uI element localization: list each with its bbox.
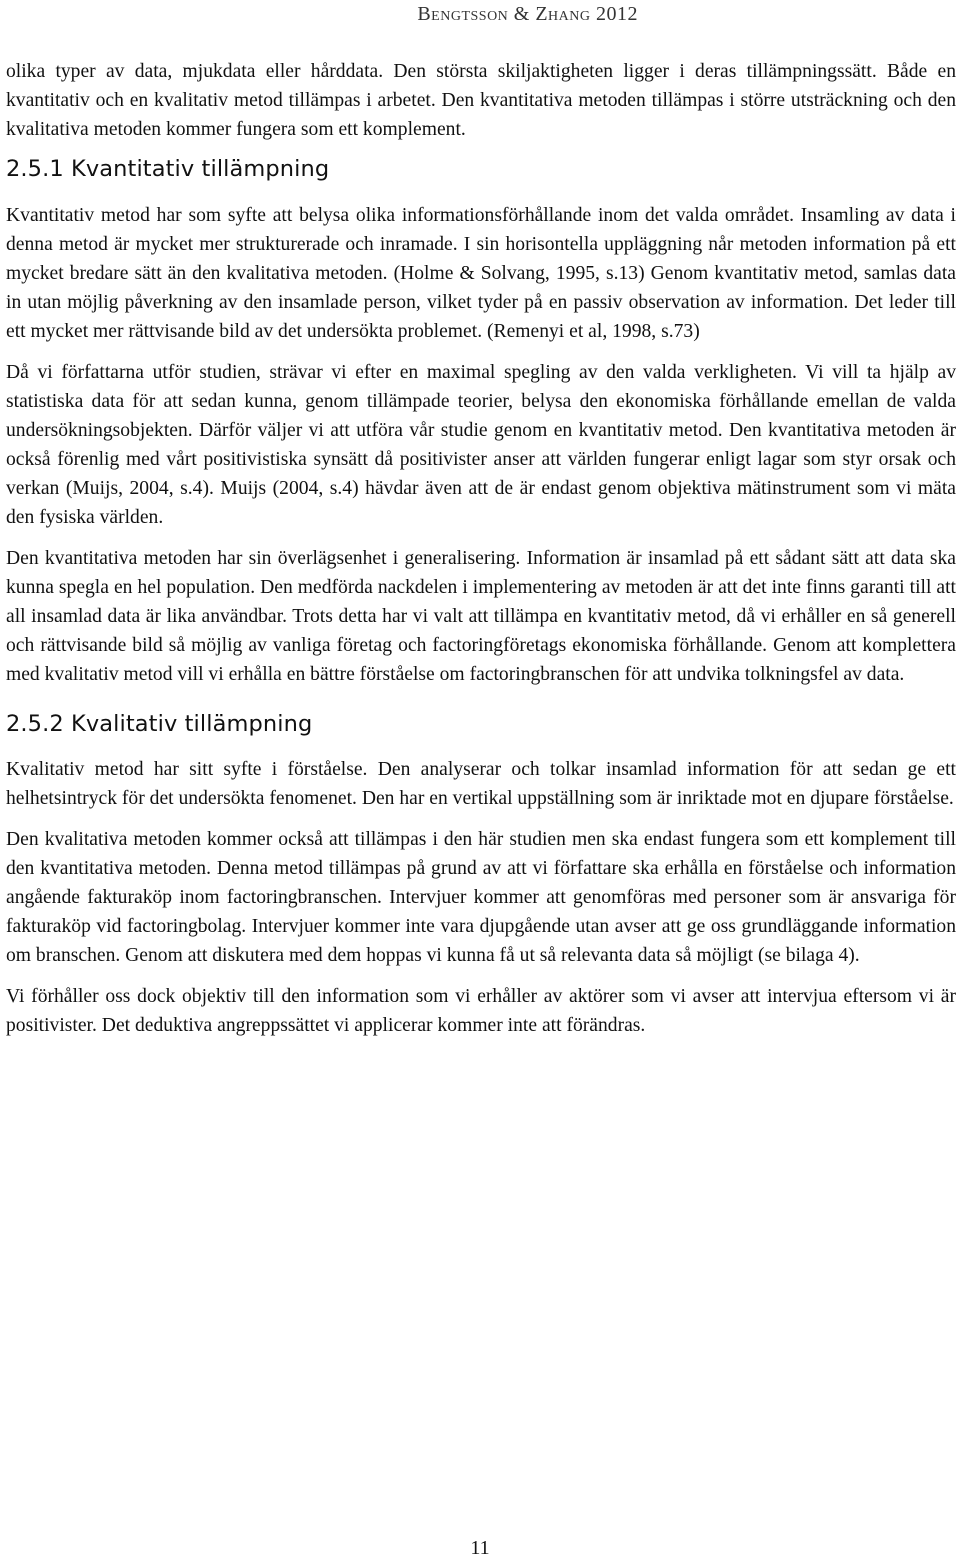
- running-header: Bengtsson & Zhang 2012: [417, 3, 638, 25]
- section-heading-2-5-2: 2.5.2 Kvalitativ tillämpning: [6, 711, 313, 737]
- paragraph-kvantitativ-2: Då vi författarna utför studien, strävar vi efter en maximal spegling av den valda verkligheten. Vi vill ta hjälp av statistiska data för att sedan kunna, genom tillämpade teorier, belysa den ekonomiska förhållande emellan de valda undersökningsobjekten. Därför väljer vi att utföra vår studie genom en kvantitativ metod. Den kvantitativa metoden är också förenlig med vårt positivistiska synsätt då positivister anser att världen fungerar enligt lagar som styr orsak och verkan (Muijs, 2004, s.4). Muijs (2004, s.4) hävdar även att de är endast genom objektiva mätinstrument som vi mäta den fysiska världen.: [6, 362, 956, 528]
- paragraph-kvantitativ-3: Den kvantitativa metoden har sin överlägsenhet i generalisering. Information är insamlad på ett sådant sätt att data ska kunna spegla en hel population. Den medförda nackdelen i implementering av metoden är att det inte finns garanti till att all insamlad data är lika användbar. Trots detta har vi valt att tillämpa en kvantitativ metod, då vi erhåller en så generell och rättvisande bild så möjlig av vanliga företag och factoringföretags ekonomiska förhållande. Genom att komplettera med kvalitativ metod vill vi erhålla en bättre förståelse om factoringbranschen för att undvika tolkningsfel av data.: [6, 548, 956, 685]
- page-number: 11: [470, 1537, 490, 1559]
- paragraph-kvalitativ-1: Kvalitativ metod har sitt syfte i förståelse. Den analyserar och tolkar insamlad information för att sedan ge ett helhetsintryck för det undersökta fenomenet. Den har en vertikal uppställning som är inriktade mot en djupare förståelse.: [6, 759, 956, 809]
- intro-paragraph: olika typer av data, mjukdata eller hårddata. Den största skiljaktigheten ligger i deras tillämpningssätt. Både en kvantitativ och en kvalitativ metod tillämpas i arbetet. Den kvantitativa metoden tillämpas i större utsträckning och den kvalitativa metoden kommer fungera som ett komplement.: [6, 61, 956, 140]
- paragraph-kvantitativ-1: Kvantitativ metod har som syfte att belysa olika informationsförhållande inom det valda området. Insamling av data i denna metod är mycket mer strukturerade och inramade. I sin horisontella uppläggning når metoden information på ett mycket bredare sätt än den kvalitativa metoden. (Holme & Solvang, 1995, s.13) Genom kvantitativ metod, samlas data in utan möjlig påverkning av den insamlade person, vilket tyder på en passiv observation av information. Det leder till ett mycket mer rättvisande bild av det undersökta problemet. (Remenyi et al, 1998, s.73): [6, 205, 956, 342]
- paragraph-kvalitativ-3: Vi förhåller oss dock objektiv till den information som vi erhåller av aktörer som vi avser att intervjua eftersom vi är positivister. Det deduktiva angreppssättet vi applicerar kommer inte att förändras.: [6, 986, 956, 1036]
- paragraph-kvalitativ-2: Den kvalitativa metoden kommer också att tillämpas i den här studien men ska endast fungera som ett komplement till den kvantitativa metoden. Denna metod tillämpas på grund av att vi författare ska erhålla en förståelse och information angående fakturaköp inom factoringbranschen. Intervjuer kommer att genomföras med personer som är ansvariga för fakturaköp vid factoringbolag. Intervjuer kommer inte vara djupgående utan avser att ge oss grundläggande information om branschen. Genom att diskutera med dem hoppas vi kunna få ut så relevanta data så möjligt (se bilaga 4).: [6, 829, 956, 966]
- section-heading-2-5-1: 2.5.1 Kvantitativ tillämpning: [6, 156, 330, 182]
- page-body: [6, 57, 956, 1052]
